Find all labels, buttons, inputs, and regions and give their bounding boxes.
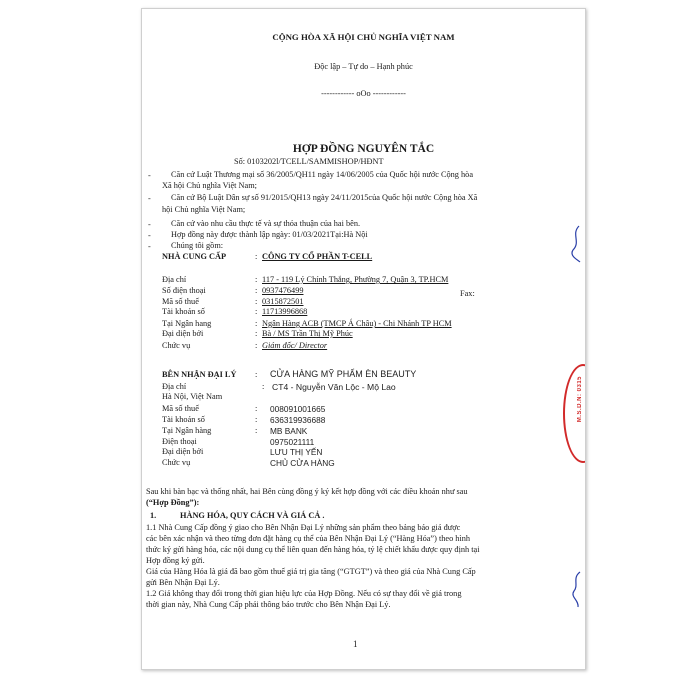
colon: : [255,370,258,379]
agent-label: Tại Ngân hàng [162,426,212,435]
colon: : [262,382,265,391]
agent-value: MB BANK [270,426,308,436]
legal-line: Xã hội Chủ nghĩa Việt Nam; [162,181,257,190]
body-line: Giá của Hàng Hóa là giá đã bao gồm thuế giá trị gia tăng (“GTGT”) và theo giá của Nhà Cung Cấp [146,567,476,576]
supplier-label: Tài khoản số [162,307,205,316]
supplier-name: CÔNG TY CỔ PHẦN T-CELL [262,252,373,261]
colon: : [255,404,258,413]
supplier-label: Đại diện bởi [162,329,204,338]
legal-line: Căn cứ Luật Thương mại số 36/2005/QH11 ngày 14/06/2005 của Quốc hội nước Cộng hòa [171,170,474,179]
supplier-value: 11713996868 [262,307,308,316]
legal-dash: - [148,242,151,251]
signature-mark [569,569,581,609]
supplier-label: Số điện thoại [162,286,206,295]
legal-dash: - [148,194,151,203]
supplier-value: Bà / MS Trần Thị Mỹ Phúc [262,329,353,338]
agent-label: Mã số thuế [162,404,199,413]
supplier-value: 0315872501 [262,297,304,306]
body-line: Hợp đồng ký gửi. [146,556,205,565]
intro-line: Sau khi bàn bạc và thống nhất, hai Bên cùng đồng ý ký kết hợp đồng với các điều khoản như sau [146,487,468,496]
agent-value: CHỦ CỬA HÀNG [270,458,335,468]
supplier-label: Mã số thuế [162,297,199,306]
separator: ------------ oOo ------------ [321,89,406,98]
body-line: thời gian này, Nhà Cung Cấp phải thông báo trước cho Bên Nhận Đại Lý. [146,600,391,609]
colon: : [255,426,258,435]
supplier-label: Tại Ngân hang [162,319,212,328]
agent-label: Tài khoản số [162,415,205,424]
legal-line: Căn cứ Bộ Luật Dân sự số 91/2015/QH13 ngày 24/11/2015của Quốc hội nước Cộng hòa Xã [171,193,478,202]
colon: : [255,341,258,350]
colon: : [255,307,258,316]
colon: : [255,252,258,261]
nation-heading: CỘNG HÒA XÃ HỘI CHỦ NGHĨA VIỆT NAM [272,32,455,42]
intro-line: (“Hợp Đồng”): [146,498,200,507]
legal-line: Chúng tôi gồm: [171,241,224,250]
stamp-text: M.S.D.N: 0315 [577,376,583,423]
supplier-label: Địa chỉ [162,275,187,284]
signature-mark [569,224,581,264]
colon: : [255,329,258,338]
legal-dash: - [148,171,151,180]
agent-name: CỬA HÀNG MỸ PHẨM ÈN BEAUTY [270,369,417,379]
colon: : [255,297,258,306]
body-line: 1.1 Nhà Cung Cấp đồng ý giao cho Bên Nhận Đại Lý những sản phẩm theo bảng báo giá được [146,523,461,532]
body-line: thức ký gửi hàng hóa, các nội dung cụ thể liên quan đến hàng hóa, tỷ lệ chiết khấu được quy định tại [146,545,480,554]
section-title: HÀNG HÓA, QUY CÁCH VÀ GIÁ CẢ . [180,511,325,520]
agent-heading: BÊN NHẬN ĐẠI LÝ [162,370,237,379]
agent-address: CT4 - Nguyễn Văn Lộc - Mộ Lao [272,382,396,392]
motto: Độc lập – Tự do – Hạnh phúc [314,62,413,71]
page-number: 1 [353,639,358,649]
agent-label: Điện thoại [162,437,197,446]
legal-line: Căn cứ vào nhu cầu thực tế và sự thỏa thuận của hai bên. [171,219,361,228]
agent-value: 008091001665 [270,404,326,414]
body-line: 1.2 Giá không thay đổi trong thời gian hiệu lực của Hợp Đồng. Nếu có sự thay đổi về giá trong [146,589,462,598]
body-line: gửi Bên Nhận Đại Lý. [146,578,220,587]
agent-value: 636319936688 [270,415,326,425]
supplier-value: Giám đốc/ Director [262,341,328,350]
supplier-value: 0937476499 [262,286,304,295]
legal-line: Hợp đồng này được thành lập ngày: 01/03/2021Tại:Hà Nội [171,230,368,239]
company-stamp [563,364,586,463]
colon: : [255,286,258,295]
legal-dash: - [148,231,151,240]
agent-value: LƯU THỊ YẾN [270,447,323,457]
colon: : [255,319,258,328]
agent-label: Chức vụ [162,458,191,467]
agent-value: 0975021111 [270,437,315,447]
fax-label: Fax: [460,289,475,298]
supplier-heading: NHÀ CUNG CẤP [162,252,227,261]
body-line: các bên xác nhận và theo từng đơn đặt hàng cụ thể của Bên Nhận Đại Lý (“Hàng Hóa”) theo hình [146,534,471,543]
supplier-value: 117 - 119 Lý Chính Thắng, Phường 7, Quận 3, TP.HCM [262,275,449,284]
contract-number: Số: 0103202l/TCELL/SAMMISHOP/HĐNT [234,157,384,166]
agent-label: Địa chỉ [162,382,187,391]
supplier-label: Chức vụ [162,341,191,350]
legal-line: hội Chủ nghĩa Việt Nam; [162,205,246,214]
agent-label: Đại diện bởi [162,447,204,456]
document-page [141,8,586,670]
colon: : [255,415,258,424]
agent-address-extra: Hà Nội, Việt Nam [162,392,223,401]
contract-title: HỢP ĐỒNG NGUYÊN TẮC [292,143,435,155]
section-number: 1. [150,511,157,520]
legal-dash: - [148,220,151,229]
colon: : [255,275,258,284]
supplier-value: Ngân Hàng ACB (TMCP Á Châu) - Chi Nhánh TP HCM [262,319,452,328]
